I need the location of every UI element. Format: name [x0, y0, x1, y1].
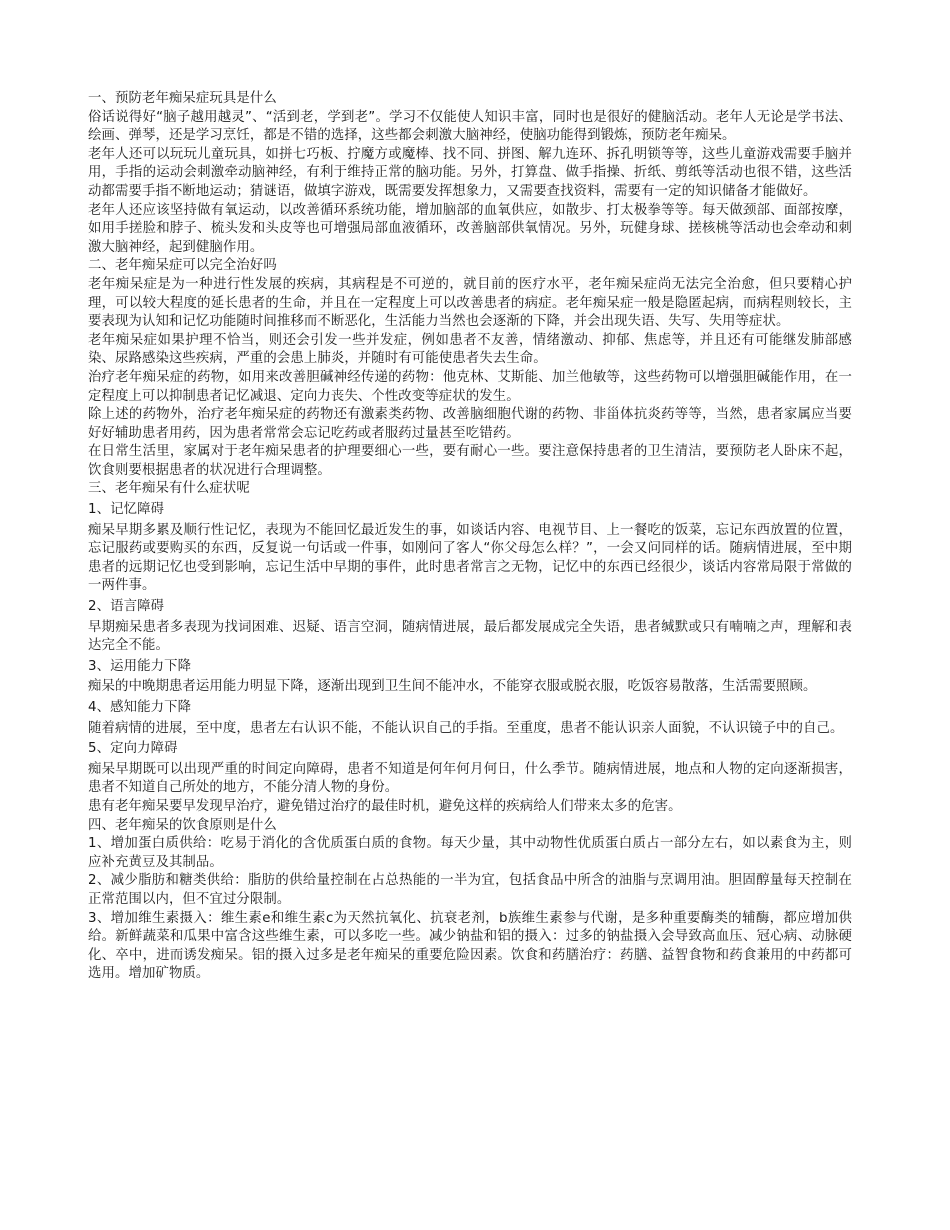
subsection-title: 2、语言障碍	[88, 599, 165, 615]
subsection-title: 3、运用能力下降	[88, 658, 192, 674]
paragraph: 除上述的药物外，治疗老年痴呆症的药物还有激素类药物、改善脑细胞代谢的药物、非甾体抗炎药等等，当然，患者家属应当要好好辅助患者用药，因为患者常常会忘记吃药或者服药过量甚至吃错药。	[88, 407, 852, 441]
paragraph: 治疗老年痴呆症的药物，如用来改善胆碱神经传递的药物：他克林、艾斯能、加兰他敏等，这些药物可以增强胆碱能作用，在一定程度上可以抑制患者记忆减退、定向力丧失、个性改变等症状的发生。	[88, 369, 852, 404]
paragraph: 随着病情的进展，至中度，患者左右认识不能，不能认识自己的手指。至重度，患者不能认识亲人面貌，不认识镜子中的自己。	[88, 720, 844, 736]
paragraph: 2、减少脂肪和糖类供给：脂肪的供给量控制在占总热能的一半为宜，包括食品中所含的油脂与烹调用油。胆固醇量每天控制在正常范围以内，但不宜过分限制。	[88, 873, 852, 907]
subsection-title: 4、感知能力下降	[88, 700, 192, 715]
document-page	[88, 90, 852, 984]
paragraph: 早期痴呆患者多表现为找词困难、迟疑、语言空洞，随病情进展，最后都发展成完全失语，患者缄默或只有喃喃之声，理解和表达完全不能。	[88, 619, 852, 654]
paragraph: 老年痴呆症是为一种进行性发展的疾病，其病程是不可逆的，就目前的医疗水平，老年痴呆症尚无法完全治愈，但只要精心护理，可以较大程度的延长患者的生命，并且在一定程度上可以改善患者的病症。老年痴呆症一般是隐匿起病，而病程则较长，主要表现为认知和记忆功能随时间推移而不断恶化，生活能力当然也会逐渐的下降，并会出现失语、失写、失用等症状。	[88, 276, 852, 330]
paragraph: 痴呆早期多累及顺行性记忆，表现为不能回忆最近发生的事，如谈话内容、电视节目、上一餐吃的饭菜，忘记东西放置的位置，忘记服药或要购买的东西，反复说一句话或一件事，如刚问了客人“你父母怎么样？”，一会又问同样的话。随病情进展，至中期患者的远期记忆也受到影响，忘记生活中早期的事件，此时患者常言之无物，记忆中的东西已经很少，谈话内容常局限于常做的一两件事。	[88, 522, 852, 594]
paragraph: 俗话说得好“脑子越用越灵”、“活到老，学到老”。学习不仅能使人知识丰富，同时也是很好的健脑活动。老年人无论是学书法、绘画、弹琴，还是学习烹饪，都是不错的选择，这些都会刺激大脑神经，使脑功能得到锻炼，预防老年痴呆。	[88, 109, 852, 144]
subsection-title: 1、记忆障碍	[88, 502, 165, 518]
paragraph: 痴呆的中晚期患者运用能力明显下降，逐渐出现到卫生间不能冲水，不能穿衣服或脱衣服，吃饭容易散落，生活需要照顾。	[88, 679, 817, 695]
paragraph: 老年人还可以玩玩儿童玩具，如拼七巧板、拧魔方或魔棒、找不同、拼图、解九连环、拆孔明锁等等，这些儿童游戏需要手脑并用，手指的运动会刺激牵动脑神经，有利于维持正常的脑功能。另外，打算盘、做手指操、折纸、剪纸等活动也很不错，这些活动都需要手指不断地运动；猜谜语，做填字游戏，既需要发挥想象力，又需要查找资料，需要有一定的知识储备才能做好。	[88, 146, 852, 199]
section-heading: 三、老年痴呆有什么症状呢	[88, 481, 250, 497]
paragraph: 痴呆早期既可以出现严重的时间定向障碍，患者不知道是何年何月何日，什么季节。随病情进展，地点和人物的定向逐渐损害，患者不知道自己所处的地方，不能分清人物的身份。	[88, 761, 852, 796]
paragraph: 患有老年痴呆要早发现早治疗，避免错过治疗的最佳时机，避免这样的疾病给人们带来太多的危害。	[88, 798, 682, 814]
paragraph: 老年痴呆症如果护理不恰当，则还会引发一些并发症，例如患者不友善，情绪激动、抑郁、焦虑等，并且还有可能继发肺部感染、尿路感染这些疾病，严重的会患上肺炎，并随时有可能使患者失去生命。	[88, 332, 852, 367]
section-heading: 四、老年痴呆的饮食原则是什么	[88, 817, 277, 833]
subsection-title: 5、定向力障碍	[88, 741, 178, 757]
paragraph: 在日常生活里，家属对于老年痴呆患者的护理要细心一些，要有耐心一些。要注意保持患者的卫生清洁，要预防老人卧床不起，饮食则要根据患者的状况进行合理调整。	[88, 444, 852, 478]
paragraph: 3、增加维生素摄入：维生素e和维生素c为天然抗氧化、抗衰老剂，b族维生素参与代谢，是多种重要酶类的辅酶，都应增加供给。新鲜蔬菜和瓜果中富含这些维生素，可以多吃一些。减少钠盐和铝的摄入：过多的钠盐摄入会导致高血压、冠心病、动脉硬化、卒中，进而诱发痴呆。铝的摄入过多是老年痴呆的重要危险因素。饮食和药膳治疗：药膳、益智食物和药食兼用的中药都可选用。增加矿物质。	[88, 910, 852, 982]
section-heading: 二、老年痴呆症可以完全治好吗	[88, 258, 277, 274]
paragraph: 老年人还应该坚持做有氧运动，以改善循环系统功能，增加脑部的血氧供应，如散步、打太极拳等等。每天做颈部、面部按摩，如用手搓脸和脖子、梳头发和头皮等也可增强局部血液循环，改善脑部供氧情况。另外，玩健身球、搓核桃等活动也会牵动和刺激大脑神经，起到健脑作用。	[88, 202, 852, 255]
section-heading: 一、预防老年痴呆症玩具是什么	[88, 91, 277, 106]
paragraph: 1、增加蛋白质供给：吃易于消化的含优质蛋白质的食物。每天少量，其中动物性优质蛋白质占一部分左右，如以素食为主，则应补充黄豆及其制品。	[88, 836, 852, 870]
